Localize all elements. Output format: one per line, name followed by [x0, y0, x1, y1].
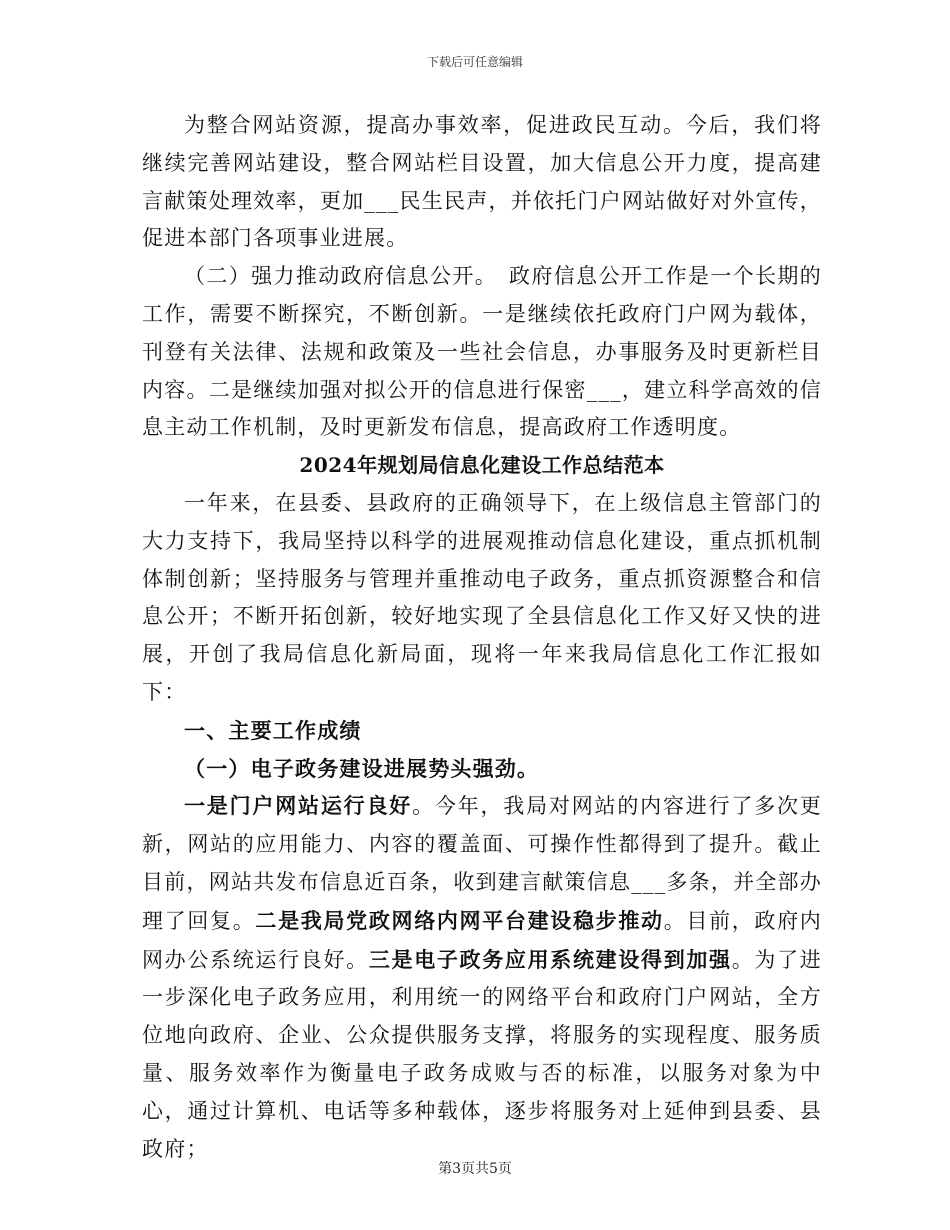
text-application-systems: 。为了进一步深化电子政务应用，利用统一的网络平台和政府门户网站，全方位地向政府、企业、公众提供服务支撑，将服务的实现程度、服务质量、服务效率作为衡量电子政务成败与否的标准，以服务对象为中心，通过计算机、电话等多种载体，逐步将服务对上延伸到县委、县政府；	[142, 947, 822, 1161]
bold-point-application-systems: 三是电子政务应用系统建设得到加强	[368, 946, 732, 972]
paragraph-introduction: 一年来，在县委、县政府的正确领导下，在上级信息主管部门的大力支持下，我局坚持以科学的进展观推动信息化建设，重点抓机制体制创新；坚持服务与管理并重推动电子政务，重点抓资源整合和信息公开；不断开拓创新，较好地实现了全县信息化工作又好又快的进展，开创了我局信息化新局面，现将一年来我局信息化工作汇报如下：	[142, 490, 822, 704]
document-title: 2024年规划局信息化建设工作总结范本	[299, 453, 665, 478]
paragraph-e-government-details	[142, 787, 822, 1168]
paragraph-website-integration: 为整合网站资源，提高办事效率，促进政民互动。今后，我们将继续完善网站建设，整合网站栏目设置，加大信息公开力度，提高建言献策处理效率，更加___民生民声，并依托门户网站做好对外宣传，促进本部门各项事业进展。	[142, 113, 822, 251]
text-portal-website: 。今年，我局对网站的内容进行了多次更新，网站的应用能力、内容的覆盖面、可操作性都得到了提升。截止目前，网站共发布信息近百条，收到建言献策信息___多条，并全部办理了回复。	[142, 794, 822, 933]
subsection-heading-e-government: （一）电子政务建设进展势头强劲。	[184, 755, 540, 781]
bold-point-portal-website: 一是门户网站运行良好	[184, 793, 413, 819]
document-body	[142, 107, 822, 1168]
paragraph-information-disclosure: （二）强力推动政府信息公开。 政府信息公开工作是一个长期的工作，需要不断探究，不断创新。一是继续依托政府门户网为载体，刊登有关法律、法规和政策及一些社会信息，办事服务及时更新栏目内容。二是继续加强对拟公开的信息进行保密___，建立科学高效的信息主动工作机制，及时更新发布信息，提高政府工作透明度。	[142, 264, 822, 440]
header-note: 下载后可任意编辑	[426, 55, 523, 69]
page-number: 第3页共5页	[438, 1161, 512, 1177]
bold-point-intranet-platform: 二是我局党政网络内网平台建设稳步推动	[255, 907, 664, 933]
section-heading-main-achievements: 一、主要工作成绩	[184, 717, 362, 743]
text-intranet-platform: 。目前，政府内网办公系统运行良好。	[142, 908, 822, 972]
